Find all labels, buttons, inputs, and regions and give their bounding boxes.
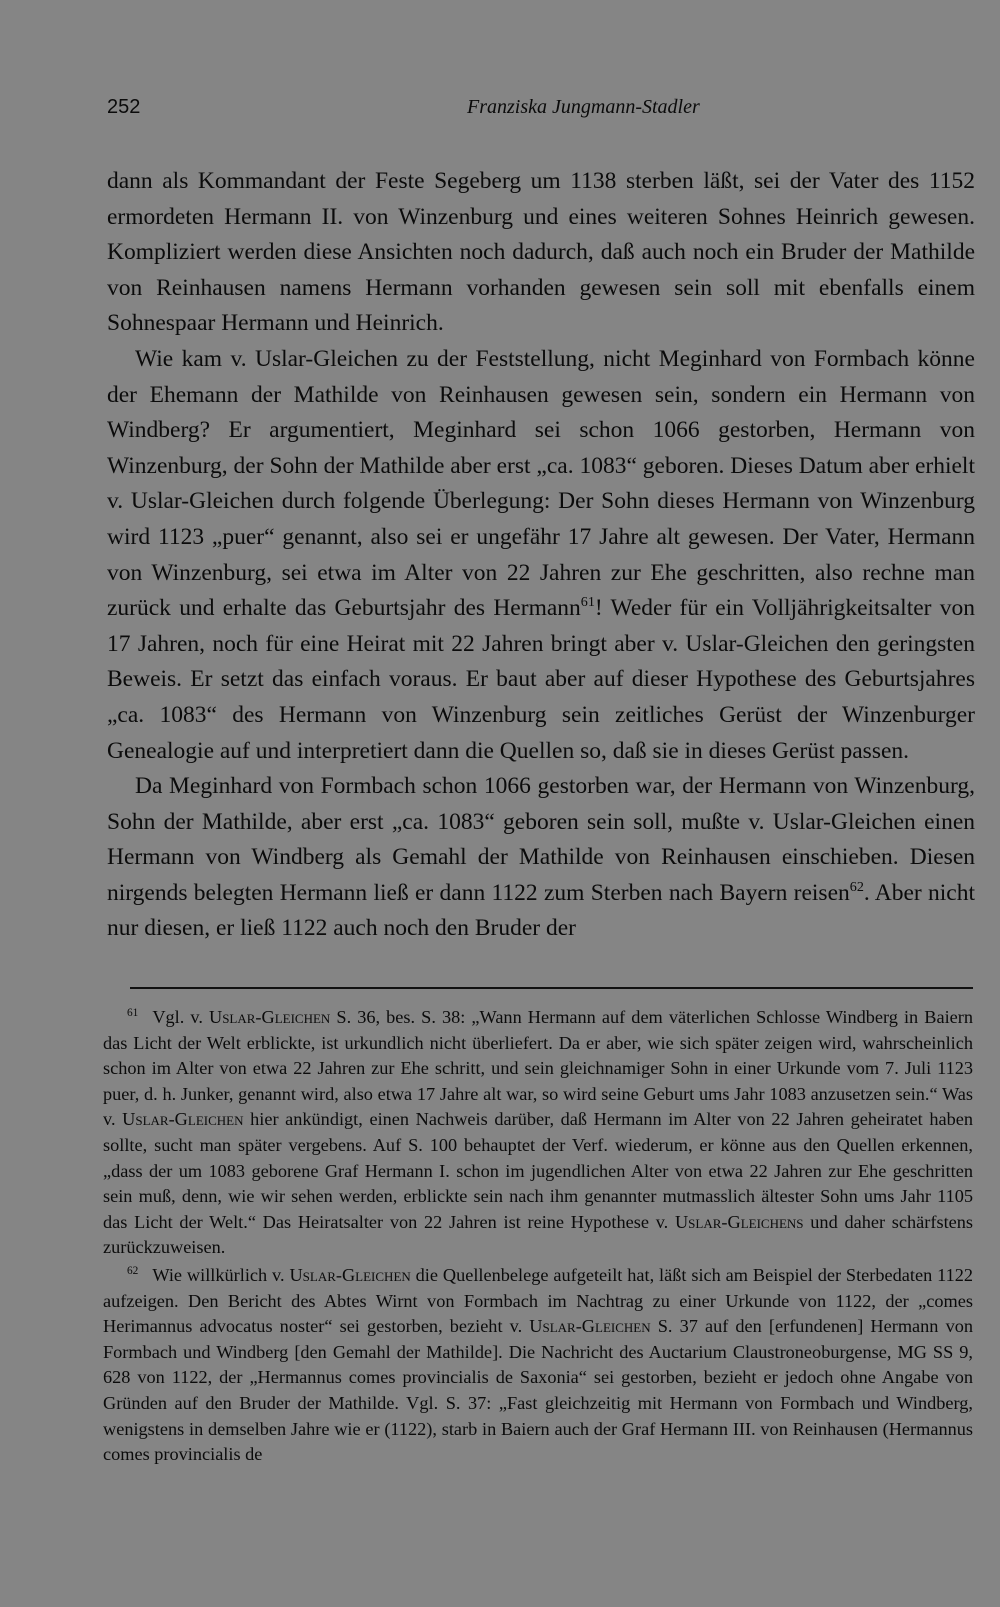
page-header <box>107 96 972 126</box>
footnote-text: Wie willkürlich v. <box>152 1264 290 1285</box>
paragraph-3 <box>107 769 975 947</box>
footnote-divider <box>130 987 973 989</box>
footnote-ref-62: 62 <box>849 879 864 896</box>
running-head-author: Franziska Jungmann-Stadler <box>467 96 700 118</box>
page-number: 252 <box>107 96 141 118</box>
footnote-62 <box>103 1263 973 1468</box>
main-text <box>107 164 975 947</box>
paragraph-2-text-b: ! Weder für ein Volljährigkeitsalter von 17 Jahren, noch für eine Heirat mit 22 Jahren bringt aber v. Uslar-Gleichen den geringsten Beweis. Er setzt das einfach voraus. Er baut aber auf dieser Hypothese des Geburtsjahres „ca. 1083“ des Hermann von Winzenburg sein zeitliches Gerüst der Winzenburger Genealogie auf und interpretiert dann die Quellen so, daß sie in dieses Gerüst passen. <box>107 595 976 764</box>
paragraph-1 <box>107 164 975 342</box>
footnote-text: S. 37 auf den [erfundenen] Hermann von Formbach und Windberg [den Gemahl der Mathilde]. Die Nachricht des Auctarium Claustroneoburgense, MG SS 9, 628 von 1122, der „Hermannus comes provincialis de Saxonia“ sei gestorben, bezieht er jedoch ohne Angabe von Gründen auf den Bruder der Mathilde. Vgl. S. 37: „Fast gleichzeitig mit Hermann von Formbach und Windberg, wenigstens in demselben Jahre wie er (1122), starb in Baiern auch der Graf Hermann III. von Reinhausen (Hermannus comes provincialis de <box>103 1316 973 1465</box>
paragraph-3-text-b: . Aber nicht nur diesen, er ließ 1122 auch noch den Bruder der <box>107 879 976 942</box>
author-name-smallcaps: Uslar-Gleichen <box>209 1007 331 1027</box>
footnote-text: und daher schärfstens zurückzuweisen. <box>103 1211 974 1258</box>
footnote-61 <box>103 1005 973 1261</box>
footnote-text: S. 36, bes. S. 38: „Wann Hermann auf dem väterlichen Schlosse Windberg in Baiern das Licht der Welt erblickte, ist urkundlich nicht überliefert. Da er aber, wie sich später zeigen wird, wahrscheinlich schon im Alter von etwa 22 Jahren zur Ehe schritt, und sein gleichnamiger Sohn in einer Urkunde vom 7. Juli 1123 puer, d. h. Junker, genannt wird, also etwa 17 Jahre alt war, so wird seine Geburt ums Jahr 1083 anzusetzen sein.“ Was v. <box>103 1007 973 1130</box>
footnote-text: die Quellenbelege aufgeteilt hat, läßt sich am Beispiel der Sterbedaten 1122 aufzeigen. Den Bericht des Abtes Wirnt von Formbach im Nachtrag zu einer Urkunde von 1122, der „comes Herimannus advocatus noster“ sei gestorben, bezieht v. <box>103 1264 973 1337</box>
footnote-ref-61: 61 <box>580 594 595 611</box>
paragraph-1-text: dann als Kommandant der Feste Segeberg um 1138 sterben läßt, sei der Vater des 1152 ermordeten Hermann II. von Winzenburg und eines weiteren Sohnes Heinrich gewesen. Kompliziert werden diese Ansichten noch dadurch, daß auch noch ein Bruder der Mathilde von Reinhausen namens Hermann vorhanden gewesen sein soll mit ebenfalls einem Sohnespaar Hermann und Heinrich. <box>107 168 975 337</box>
paragraph-2 <box>107 342 975 769</box>
footnotes <box>103 1005 973 1470</box>
footnote-text: hier ankündigt, einen Nachweis darüber, daß Hermann im Alter von 22 Jahren geheiratet haben sollte, sucht man später vergebens. Auf S. 100 behauptet der Verf. wiederum, er könne aus den Quellen erkennen, „dass der um 1083 geborene Graf Hermann I. schon im jugendlichen Alter von etwa 22 Jahren zur Ehe geschritten sein muß, denn, wie wir sehen werden, erblickte sein nach ihm genannter mutmasslich ältester Sohn ums Jahr 1105 das Licht der Welt.“ Das Heiratsalter von 22 Jahren ist reine Hypothese v. <box>103 1109 974 1232</box>
footnote-marker: 61 <box>127 1006 139 1019</box>
footnote-text: Vgl. v. <box>152 1007 209 1027</box>
author-name-smallcaps: Uslar-Gleichen <box>122 1109 244 1130</box>
author-name-smallcaps: Uslar-Gleichens <box>674 1211 804 1232</box>
author-name-smallcaps: Uslar-Gleichen <box>289 1264 411 1285</box>
paragraph-2-text-a: Wie kam v. Uslar-Gleichen zu der Feststellung, nicht Meginhard von Formbach könne der Ehemann der Mathilde von Reinhausen gewesen sein, sondern ein Hermann von Windberg? Er argumentiert, Meginhard sei schon 1066 gestorben, Hermann von Winzenburg, der Sohn der Mathilde aber erst „ca. 1083“ geboren. Dieses Datum aber erhielt v. Uslar-Gleichen durch folgende Überlegung: Der Sohn dieses Hermann von Winzenburg wird 1123 „puer“ genannt, also sei er ungefähr 17 Jahre alt gewesen. Der Vater, Hermann von Winzenburg, sei etwa im Alter von 22 Jahren zur Ehe geschritten, also rechne man zurück und erhalte das Geburtsjahr des Hermann <box>107 345 975 622</box>
paragraph-3-text-a: Da Meginhard von Formbach schon 1066 gestorben war, der Hermann von Winzenburg, Sohn der Mathilde, aber erst „ca. 1083“ geboren sein soll, mußte v. Uslar-Gleichen einen Hermann von Windberg als Gemahl der Mathilde von Reinhausen einschieben. Diesen nirgends belegten Hermann ließ er dann 1122 zum Sterben nach Bayern reisen <box>107 773 975 906</box>
footnote-marker: 62 <box>127 1264 139 1277</box>
author-name-smallcaps: Uslar-Gleichen <box>529 1316 651 1337</box>
